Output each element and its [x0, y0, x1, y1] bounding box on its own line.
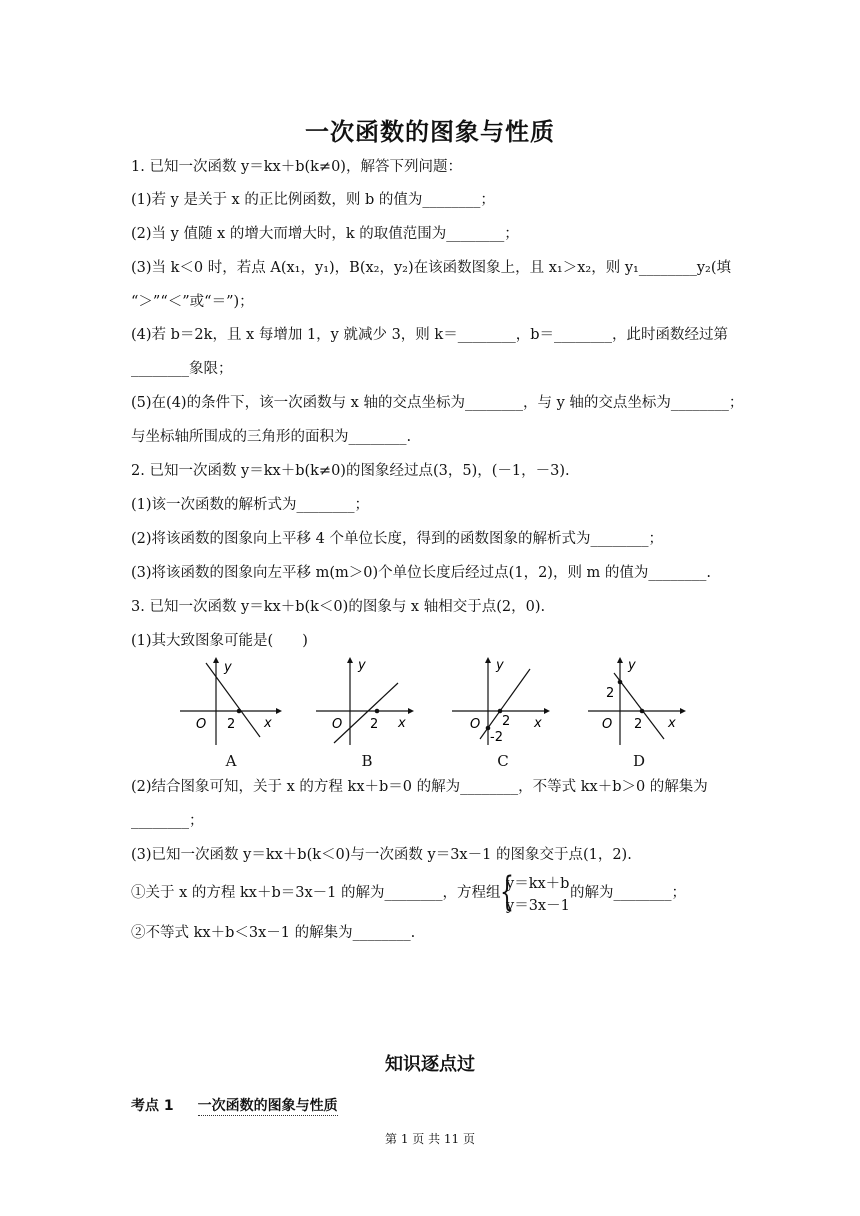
- graph-b-x-label: x: [398, 716, 406, 731]
- graph-c-origin: O: [470, 717, 481, 732]
- graph-b-y-label: y: [358, 658, 366, 673]
- graph-b-caption: B: [361, 752, 373, 770]
- graph-d-origin: O: [602, 717, 613, 732]
- graph-a-y-label: y: [224, 660, 232, 675]
- question-2-part-2: (2)将该函数的图象向上平移 4 个单位长度，得到的函数图象的解析式为________；: [131, 531, 663, 547]
- section-title: 知识逐点过: [385, 1054, 475, 1075]
- graph-b-tick-2: 2: [370, 717, 379, 732]
- question-1-part-4-cont: ________象限；: [131, 361, 233, 377]
- graph-c-caption: C: [497, 752, 509, 770]
- graph-options: [176, 655, 696, 770]
- graph-d-x-tick-2: 2: [634, 717, 643, 732]
- graph-d-caption: D: [632, 752, 646, 770]
- system-equation-1: y＝kx＋b: [506, 876, 570, 892]
- graph-option-c: [448, 655, 558, 770]
- graph-a-origin: O: [196, 717, 207, 732]
- graph-c-tick-neg2: -2: [490, 730, 503, 745]
- question-2-part-1: (1)该一次函数的解析式为________；: [131, 497, 370, 513]
- graph-c-svg: [448, 655, 558, 745]
- kaodian-label: 考点 1: [131, 1098, 174, 1114]
- graph-d-x-label: x: [668, 716, 676, 731]
- graph-c-y-label: y: [496, 658, 504, 673]
- question-3-sub-1: ①关于 x 的方程 kx＋b＝3x－1 的解为________，方程组: [131, 885, 501, 901]
- system-equation-2: y＝3x－1: [506, 898, 570, 914]
- question-3-stem: 3. 已知一次函数 y＝kx＋b(k＜0)的图象与 x 轴相交于点(2，0).: [131, 599, 546, 615]
- system-brace: {: [500, 869, 514, 915]
- page-title: 一次函数的图象与性质: [305, 118, 555, 146]
- graph-d-svg: [584, 655, 694, 745]
- graph-a-x-label: x: [264, 716, 272, 731]
- question-1-part-3: (3)当 k＜0 时，若点 A(x₁，y₁)，B(x₂，y₂)在该函数图象上，且 x₁＞x₂，则 y₁________y₂(填: [131, 260, 731, 276]
- graph-a-svg: [176, 655, 286, 745]
- graph-d-y-label: y: [628, 658, 636, 673]
- question-1-part-1: (1)若 y 是关于 x 的正比例函数，则 b 的值为________；: [131, 192, 495, 208]
- question-3-part-3: (3)已知一次函数 y＝kx＋b(k＜0)与一次函数 y＝3x－1 的图象交于点(1，2).: [131, 847, 632, 863]
- page-footer: 第 1 页 共 11 页: [385, 1132, 475, 1146]
- question-2-part-3: (3)将该函数的图象向左平移 m(m＞0)个单位长度后经过点(1，2)，则 m 的值为________.: [131, 565, 712, 581]
- graph-a-tick-2: 2: [227, 717, 236, 732]
- graph-b-svg: [312, 655, 422, 745]
- graph-a-caption: A: [225, 752, 237, 770]
- equation-system: [500, 870, 580, 914]
- question-1-part-3-cont: “＞”“＜”或“＝”)；: [131, 294, 254, 310]
- graph-b-origin: O: [332, 717, 343, 732]
- graph-option-a: [176, 655, 286, 770]
- kaodian-heading: [131, 1095, 338, 1115]
- question-1-stem: 1. 已知一次函数 y＝kx＋b(k≠0)，解答下列问题：: [131, 159, 462, 175]
- question-1-part-5-cont: 与坐标轴所围成的三角形的面积为________.: [131, 429, 412, 445]
- question-3-part-2: (2)结合图象可知，关于 x 的方程 kx＋b＝0 的解为________，不等式 kx＋b＞0 的解集为: [131, 779, 708, 795]
- question-3-part-2-cont: ________；: [131, 813, 204, 829]
- graph-option-d: [584, 655, 694, 770]
- question-1-part-2: (2)当 y 值随 x 的增大而增大时，k 的取值范围为________；: [131, 226, 519, 242]
- graph-c-x-label: x: [534, 716, 542, 731]
- graph-c-tick-2: 2: [502, 714, 511, 729]
- question-3-sub-2: ②不等式 kx＋b＜3x－1 的解集为________.: [131, 925, 416, 941]
- graph-d-y-tick-2: 2: [606, 686, 615, 701]
- question-1-part-5: (5)在(4)的条件下，该一次函数与 x 轴的交点坐标为________，与 y 轴的交点坐标为________；: [131, 395, 744, 411]
- question-3-part-1: (1)其大致图象可能是( ): [131, 633, 308, 649]
- question-1-part-4: (4)若 b＝2k，且 x 每增加 1，y 就减少 3，则 k＝________，b＝________，此时函数经过第: [131, 327, 728, 343]
- question-3-sub-1-cont: 的解为________；: [570, 885, 686, 901]
- graph-option-b: [312, 655, 422, 770]
- question-2-stem: 2. 已知一次函数 y＝kx＋b(k≠0)的图象经过点(3，5)，(－1，－3).: [131, 463, 570, 479]
- kaodian-title: 一次函数的图象与性质: [197, 1098, 338, 1114]
